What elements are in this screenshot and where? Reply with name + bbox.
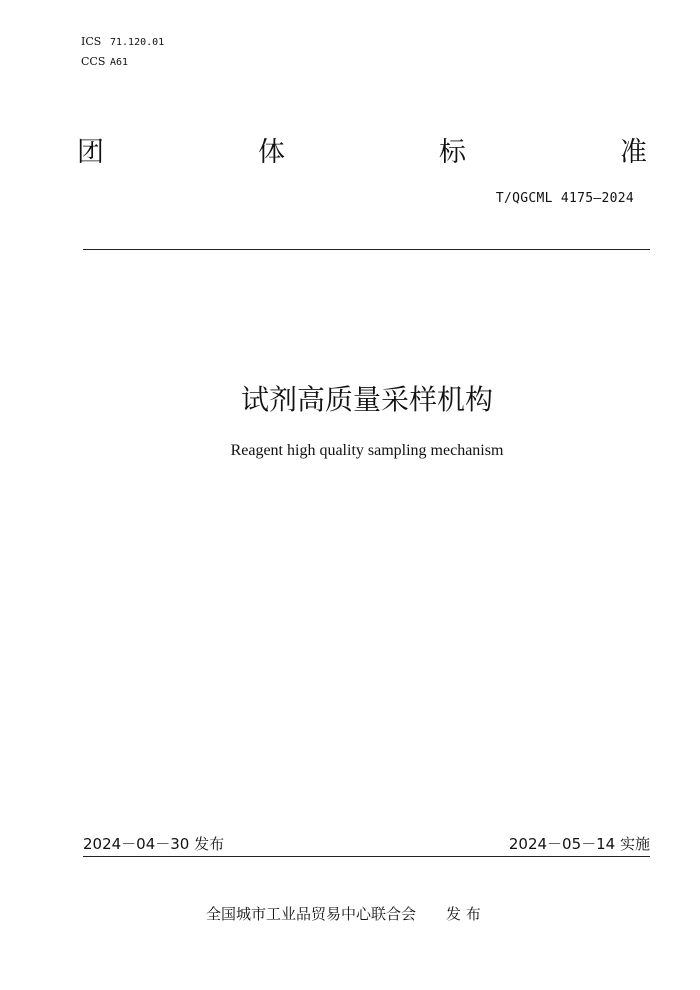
- standard-kind-char: 标: [439, 137, 466, 168]
- ccs-row: [81, 52, 164, 72]
- bottom-divider: [83, 856, 650, 857]
- standard-kind-char: 准: [620, 137, 647, 168]
- document-title-english: Reagent high quality sampling mechanism: [230, 442, 504, 459]
- standard-kind-char: 团: [77, 137, 104, 168]
- implementation-date: 2024－05－14 实施: [508, 835, 650, 853]
- ics-row: [81, 32, 164, 52]
- publisher-name: 全国城市工业品贸易中心联合会: [206, 905, 417, 923]
- top-divider: [83, 249, 650, 250]
- ccs-label: CCS: [81, 55, 106, 68]
- classification-codes: [81, 32, 164, 72]
- standard-kind-char: 体: [258, 137, 285, 168]
- publisher-line: [206, 905, 481, 923]
- ics-label: ICS: [81, 35, 102, 48]
- standard-number: T/QGCML 4175—2024: [495, 191, 634, 206]
- standard-kind-heading: [77, 135, 647, 171]
- ics-value: 71.120.01: [110, 37, 165, 48]
- issue-date: 2024－04－30 发布: [83, 835, 225, 853]
- publisher-verb: 发 布: [446, 905, 481, 923]
- document-title-chinese: 试剂高质量采样机构: [240, 383, 493, 416]
- ccs-value: A61: [110, 57, 129, 68]
